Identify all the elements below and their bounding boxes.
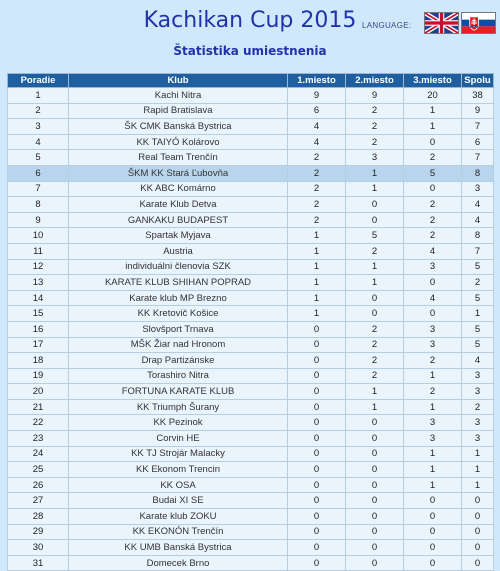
second-place-cell: 0	[346, 431, 404, 447]
third-place-cell: 2	[404, 197, 462, 213]
rank-cell: 4	[8, 134, 69, 150]
table-row	[8, 150, 494, 166]
first-place-cell: 0	[288, 431, 346, 447]
page-subtitle: Štatistika umiestnenia	[173, 44, 327, 58]
first-place-cell: 0	[288, 555, 346, 571]
first-place-cell: 6	[288, 103, 346, 119]
slovak-flag-icon[interactable]	[461, 12, 496, 34]
table-row	[8, 228, 494, 244]
total-cell: 8	[462, 228, 494, 244]
total-cell: 5	[462, 321, 494, 337]
first-place-cell: 1	[288, 306, 346, 322]
total-cell: 6	[462, 134, 494, 150]
table-row	[8, 415, 494, 431]
second-place-cell: 0	[346, 493, 404, 509]
third-place-cell: 1	[404, 368, 462, 384]
club-cell: KARATE KLUB SHIHAN POPRAD	[69, 275, 288, 291]
club-cell: KK TAIYÓ Kolárovo	[69, 134, 288, 150]
first-place-cell: 0	[288, 509, 346, 525]
table-row	[8, 134, 494, 150]
rank-cell: 15	[8, 306, 69, 322]
club-cell: Spartak Myjava	[69, 228, 288, 244]
rank-cell: 7	[8, 181, 69, 197]
rank-cell: 31	[8, 555, 69, 571]
total-cell: 0	[462, 509, 494, 525]
club-cell: GANKAKU BUDAPEST	[69, 212, 288, 228]
column-header-second-place: 2.miesto	[346, 74, 404, 88]
rank-cell: 2	[8, 103, 69, 119]
total-cell: 3	[462, 181, 494, 197]
third-place-cell: 2	[404, 353, 462, 369]
table-row	[8, 181, 494, 197]
table-row	[8, 337, 494, 353]
rank-cell: 1	[8, 88, 69, 104]
table-row	[8, 353, 494, 369]
table-row	[8, 509, 494, 525]
second-place-cell: 0	[346, 540, 404, 556]
first-place-cell: 1	[288, 243, 346, 259]
total-cell: 4	[462, 353, 494, 369]
first-place-cell: 2	[288, 165, 346, 181]
second-place-cell: 0	[346, 197, 404, 213]
second-place-cell: 0	[346, 415, 404, 431]
third-place-cell: 1	[404, 399, 462, 415]
club-cell: Torashiro Nitra	[69, 368, 288, 384]
table-row	[8, 493, 494, 509]
first-place-cell: 0	[288, 477, 346, 493]
second-place-cell: 0	[346, 509, 404, 525]
table-row	[8, 290, 494, 306]
rank-cell: 19	[8, 368, 69, 384]
second-place-cell: 1	[346, 165, 404, 181]
total-cell: 0	[462, 555, 494, 571]
total-cell: 9	[462, 103, 494, 119]
club-cell: Austria	[69, 243, 288, 259]
table-row	[8, 306, 494, 322]
third-place-cell: 3	[404, 337, 462, 353]
table-row	[8, 555, 494, 571]
club-cell: ŠKM KK Stará Ľubovňa	[69, 165, 288, 181]
club-cell: Corvin HE	[69, 431, 288, 447]
first-place-cell: 1	[288, 228, 346, 244]
table-row	[8, 212, 494, 228]
first-place-cell: 2	[288, 197, 346, 213]
first-place-cell: 0	[288, 353, 346, 369]
club-cell: Real Team Trenčín	[69, 150, 288, 166]
first-place-cell: 4	[288, 134, 346, 150]
table-row	[8, 477, 494, 493]
total-cell: 1	[462, 462, 494, 478]
total-cell: 3	[462, 384, 494, 400]
third-place-cell: 2	[404, 228, 462, 244]
third-place-cell: 0	[404, 134, 462, 150]
rank-cell: 28	[8, 509, 69, 525]
rank-cell: 14	[8, 290, 69, 306]
table-row	[8, 119, 494, 135]
second-place-cell: 0	[346, 462, 404, 478]
table-row	[8, 321, 494, 337]
first-place-cell: 0	[288, 524, 346, 540]
total-cell: 5	[462, 337, 494, 353]
first-place-cell: 0	[288, 540, 346, 556]
table-row	[8, 103, 494, 119]
total-cell: 7	[462, 150, 494, 166]
first-place-cell: 2	[288, 150, 346, 166]
club-cell: Rapid Bratislava	[69, 103, 288, 119]
first-place-cell: 1	[288, 290, 346, 306]
rank-cell: 6	[8, 165, 69, 181]
total-cell: 1	[462, 446, 494, 462]
third-place-cell: 3	[404, 259, 462, 275]
third-place-cell: 1	[404, 119, 462, 135]
third-place-cell: 0	[404, 555, 462, 571]
rank-cell: 30	[8, 540, 69, 556]
club-cell: KK Ekonom Trencin	[69, 462, 288, 478]
first-place-cell: 0	[288, 384, 346, 400]
third-place-cell: 1	[404, 477, 462, 493]
third-place-cell: 2	[404, 384, 462, 400]
club-cell: KK Kretovič Košice	[69, 306, 288, 322]
rank-cell: 27	[8, 493, 69, 509]
third-place-cell: 2	[404, 150, 462, 166]
total-cell: 38	[462, 88, 494, 104]
third-place-cell: 0	[404, 306, 462, 322]
second-place-cell: 2	[346, 337, 404, 353]
first-place-cell: 1	[288, 259, 346, 275]
rank-cell: 24	[8, 446, 69, 462]
rank-cell: 13	[8, 275, 69, 291]
second-place-cell: 2	[346, 368, 404, 384]
second-place-cell: 5	[346, 228, 404, 244]
first-place-cell: 0	[288, 368, 346, 384]
total-cell: 5	[462, 259, 494, 275]
table-row	[8, 368, 494, 384]
club-cell: MŠK Žiar nad Hronom	[69, 337, 288, 353]
second-place-cell: 0	[346, 212, 404, 228]
second-place-cell: 0	[346, 477, 404, 493]
club-cell: KK Pezinok	[69, 415, 288, 431]
column-header-total: Spolu	[462, 74, 494, 88]
club-cell: KK EKONÓN Trenčín	[69, 524, 288, 540]
second-place-cell: 1	[346, 181, 404, 197]
rank-cell: 29	[8, 524, 69, 540]
third-place-cell: 3	[404, 415, 462, 431]
club-cell: KK ABC Komárno	[69, 181, 288, 197]
rank-cell: 17	[8, 337, 69, 353]
total-cell: 7	[462, 243, 494, 259]
table-row	[8, 243, 494, 259]
first-place-cell: 4	[288, 119, 346, 135]
total-cell: 4	[462, 212, 494, 228]
total-cell: 4	[462, 197, 494, 213]
third-place-cell: 3	[404, 431, 462, 447]
third-place-cell: 0	[404, 524, 462, 540]
third-place-cell: 20	[404, 88, 462, 104]
first-place-cell: 0	[288, 337, 346, 353]
table-row	[8, 446, 494, 462]
second-place-cell: 1	[346, 259, 404, 275]
rank-cell: 12	[8, 259, 69, 275]
third-place-cell: 1	[404, 446, 462, 462]
third-place-cell: 4	[404, 243, 462, 259]
second-place-cell: 2	[346, 243, 404, 259]
table-row	[8, 88, 494, 104]
second-place-cell: 0	[346, 524, 404, 540]
column-header-poradie: Poradie	[8, 74, 69, 88]
table-row	[8, 540, 494, 556]
first-place-cell: 0	[288, 399, 346, 415]
first-place-cell: 0	[288, 446, 346, 462]
table-row	[8, 259, 494, 275]
rank-cell: 18	[8, 353, 69, 369]
rank-cell: 23	[8, 431, 69, 447]
total-cell: 3	[462, 415, 494, 431]
rank-cell: 5	[8, 150, 69, 166]
club-cell: Kachi Nitra	[69, 88, 288, 104]
club-cell: KK Triumph Šurany	[69, 399, 288, 415]
second-place-cell: 2	[346, 103, 404, 119]
table-row	[8, 431, 494, 447]
second-place-cell: 1	[346, 399, 404, 415]
first-place-cell: 1	[288, 275, 346, 291]
third-place-cell: 0	[404, 540, 462, 556]
second-place-cell: 9	[346, 88, 404, 104]
rank-cell: 10	[8, 228, 69, 244]
table-body	[8, 88, 494, 571]
club-cell: Karate klub ZOKU	[69, 509, 288, 525]
uk-flag-icon[interactable]	[424, 12, 459, 34]
second-place-cell: 1	[346, 384, 404, 400]
rank-cell: 3	[8, 119, 69, 135]
second-place-cell: 0	[346, 555, 404, 571]
total-cell: 0	[462, 540, 494, 556]
total-cell: 0	[462, 493, 494, 509]
third-place-cell: 4	[404, 290, 462, 306]
column-header-klub: Klub	[69, 74, 288, 88]
total-cell: 2	[462, 399, 494, 415]
club-cell: Slovšport Trnava	[69, 321, 288, 337]
total-cell: 5	[462, 290, 494, 306]
third-place-cell: 1	[404, 462, 462, 478]
club-cell: Domecek Brno	[69, 555, 288, 571]
table-row	[8, 524, 494, 540]
club-cell: Karate Klub Detva	[69, 197, 288, 213]
table-row	[8, 165, 494, 181]
table-row	[8, 275, 494, 291]
second-place-cell: 0	[346, 446, 404, 462]
second-place-cell: 0	[346, 306, 404, 322]
rank-cell: 25	[8, 462, 69, 478]
club-cell: KK UMB Banská Bystrica	[69, 540, 288, 556]
rank-cell: 8	[8, 197, 69, 213]
club-cell: individuálni členovia SZK	[69, 259, 288, 275]
second-place-cell: 1	[346, 275, 404, 291]
club-cell: FORTUNA KARATE KLUB	[69, 384, 288, 400]
first-place-cell: 0	[288, 462, 346, 478]
rank-cell: 22	[8, 415, 69, 431]
first-place-cell: 0	[288, 321, 346, 337]
second-place-cell: 0	[346, 290, 404, 306]
total-cell: 2	[462, 275, 494, 291]
table-row	[8, 399, 494, 415]
third-place-cell: 3	[404, 321, 462, 337]
first-place-cell: 2	[288, 212, 346, 228]
club-cell: KK TJ Strojár Malacky	[69, 446, 288, 462]
third-place-cell: 0	[404, 275, 462, 291]
third-place-cell: 2	[404, 212, 462, 228]
second-place-cell: 3	[346, 150, 404, 166]
rank-cell: 21	[8, 399, 69, 415]
total-cell: 7	[462, 119, 494, 135]
total-cell: 1	[462, 306, 494, 322]
third-place-cell: 0	[404, 509, 462, 525]
first-place-cell: 0	[288, 415, 346, 431]
page-header	[0, 0, 500, 70]
rank-cell: 16	[8, 321, 69, 337]
club-cell: KK OSA	[69, 477, 288, 493]
club-cell: Drap Partizánske	[69, 353, 288, 369]
table-row	[8, 462, 494, 478]
language-label: LANGUAGE:	[362, 21, 412, 30]
second-place-cell: 2	[346, 353, 404, 369]
club-cell: Karate klub MP Brezno	[69, 290, 288, 306]
rank-cell: 11	[8, 243, 69, 259]
table-row	[8, 384, 494, 400]
total-cell: 1	[462, 477, 494, 493]
total-cell: 8	[462, 165, 494, 181]
table-row	[8, 197, 494, 213]
rank-cell: 26	[8, 477, 69, 493]
third-place-cell: 0	[404, 181, 462, 197]
third-place-cell: 0	[404, 493, 462, 509]
column-header-first-place: 1.miesto	[288, 74, 346, 88]
club-cell: Budai XI SE	[69, 493, 288, 509]
second-place-cell: 2	[346, 119, 404, 135]
rank-cell: 20	[8, 384, 69, 400]
third-place-cell: 1	[404, 103, 462, 119]
total-cell: 3	[462, 368, 494, 384]
first-place-cell: 0	[288, 493, 346, 509]
first-place-cell: 9	[288, 88, 346, 104]
table-header-row	[8, 74, 494, 88]
rank-cell: 9	[8, 212, 69, 228]
column-header-third-place: 3.miesto	[404, 74, 462, 88]
first-place-cell: 2	[288, 181, 346, 197]
club-cell: ŠK CMK Banská Bystrica	[69, 119, 288, 135]
page-title: Kachikan Cup 2015	[143, 8, 357, 33]
standings-table	[7, 73, 494, 571]
total-cell: 3	[462, 431, 494, 447]
second-place-cell: 2	[346, 134, 404, 150]
total-cell: 0	[462, 524, 494, 540]
third-place-cell: 5	[404, 165, 462, 181]
second-place-cell: 2	[346, 321, 404, 337]
